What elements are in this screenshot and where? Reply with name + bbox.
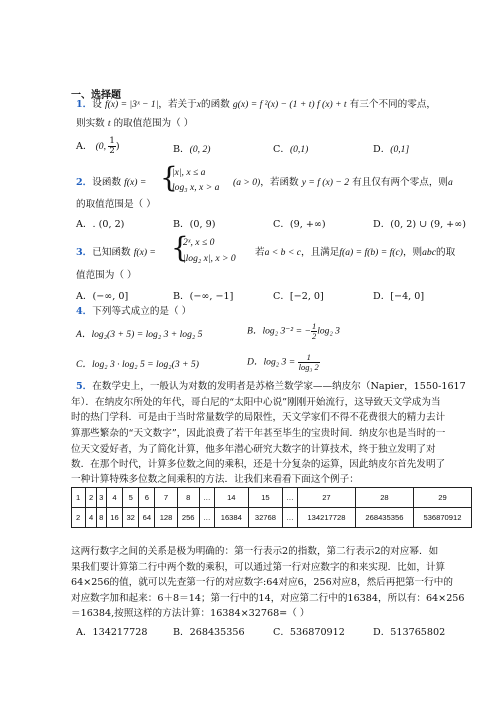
powers-table [71,487,472,528]
denominator: 2 [311,331,317,341]
q2-case-1: |x|, x ≤ a [172,167,206,178]
table-cell: 8 [96,508,106,528]
q2-option-a[interactable]: A．. (0, 2) [76,219,125,230]
q1-text: 则实数 [76,118,105,129]
q5-option-d[interactable]: D．513765802 [373,627,446,638]
table-cell: 32 [123,508,139,528]
table-cell: 7 [155,488,177,508]
q5-line-2: 年）．在纳皮尔所处的年代，哥白尼的“太阳中心说”刚刚开始流行，这导致天文学成为当 [71,397,441,408]
q3-line1-end [255,247,455,259]
q2-line1-end [233,177,453,189]
table-cell: 64 [139,508,155,528]
table-cell: 1 [72,488,86,508]
q1-option-label: C． [273,144,290,155]
q4-stem [76,306,191,318]
q2-number: 2． [76,177,93,188]
table-cell: … [199,488,214,508]
q1-option-text: (0, 2) [189,144,211,155]
table-cell: … [199,508,214,528]
q2-text: 设函数 [92,177,122,188]
table-cell: 6 [139,488,155,508]
q4-option-d[interactable] [247,353,320,372]
q1-option-text: (0,1] [390,144,410,155]
q5-option-b[interactable]: B．268435356 [173,627,245,638]
numerator: 1 [311,321,317,331]
table-cell: 3 [96,488,106,508]
q3-abc: abc [422,247,436,258]
q3-condition: a < b < c [264,247,301,258]
denominator: 2 [109,146,115,156]
table-row [72,488,472,508]
q2-option-d[interactable]: D．(0, 2) ∪ (9, +∞) [373,219,466,230]
q2-option-c[interactable]: C．(9, +∞) [273,219,326,230]
table-cell: 29 [413,488,471,508]
q1-option-label: A． [76,141,93,152]
q1-text: 设 [92,99,102,110]
q3-option-b[interactable]: B．(−∞, −1] [173,291,234,302]
q2-line2: 的取值范围是（ ） [76,199,156,210]
q5-after-line-3: 64×256的值，就可以先查第一行的对应数字:64对应6，256对应8，然后再把第一行中的 [71,577,453,588]
q1-option-text: (0,1) [289,144,309,155]
q2-line1-start [76,177,146,189]
table-cell: 268435356 [355,508,413,528]
q5-line-5: 位天文爱好者，为了简化计算，他多年潜心研究大数字的计算技术，终于独立发明了对 [71,444,436,455]
q2-text: 有且仅有两个零点，则 [352,177,449,188]
fraction [298,353,320,372]
q4-option-text: D．log₂ 3 = [247,356,296,368]
table-cell: … [282,488,297,508]
q3-fx: f(x) = [133,247,156,258]
q3-line2: 值范围为（ ） [76,270,137,281]
q3-text: 已知函数 [92,247,131,258]
q5-line-6: 数．在那个时代，计算多位数之间的乘积，还是十分复杂的运算，因此纳皮尔首先发明了 [71,459,446,470]
q1-t: t [107,118,111,129]
table-cell: 14 [214,488,248,508]
q1-g-def: g(x) = f ²(x) − (1 + t) f (x) + t [232,99,347,110]
q3-text: ，则 [402,247,423,258]
q1-line1 [76,99,436,111]
left-brace-icon: { [160,161,178,194]
q3-text: 若 [255,247,265,258]
q4-option-text: log₂ 3 [317,325,340,337]
fraction [108,137,115,156]
table-cell: 2 [72,508,86,528]
q3-line1-start [76,247,156,259]
q1-text: 有三个不同的零点， [349,99,437,110]
q1-text: 的取值范围为（ ） [113,118,194,129]
table-cell: 32768 [248,508,282,528]
denominator: log₃ 2 [298,362,319,372]
table-cell: 8 [177,488,199,508]
q1-option-text: ) [115,141,120,152]
q1-option-text: (0, [95,141,109,152]
q2-text: ，若函数 [260,177,299,188]
table-row [72,508,472,528]
q4-option-c[interactable]: C．log₂ 3 · log₂ 5 = log₂(3 + 5) [76,359,199,370]
q5-after-line-2: 果我们要计算第二行中两个数的乘积，可以通过第一行对应数字的和来实现．比如，计算 [71,562,446,573]
q2-case-2: log₃ x, x > a [172,182,220,193]
q1-option-b[interactable] [173,141,210,155]
table-cell: 16 [106,508,122,528]
q3-option-c[interactable]: C．[−2, 0] [273,291,324,302]
q5-after-line-5: ＝16384,按照这样的方法计算：16384×32768=（ ） [71,608,310,619]
table-cell: 16384 [214,508,248,528]
table-cell: 128 [155,508,177,528]
table-cell: 4 [86,508,96,528]
q4-option-b[interactable] [247,322,340,341]
q1-text: ，若关于 [158,99,197,110]
q4-option-text: B．log₂ 3⁻² = − [247,325,311,337]
q5-line-1 [76,381,466,393]
q3-text: 的取 [435,247,456,258]
q5-option-c[interactable]: C．536870912 [273,627,345,638]
table-cell: 256 [177,508,199,528]
table-cell: 536870912 [413,508,471,528]
q5-line-4: 算那些繁杂的“天文数字”，因此浪费了若干年甚至毕生的宝贵时间．纳皮尔也是当时的一 [71,428,446,439]
table-cell: 28 [355,488,413,508]
q1-option-d[interactable] [373,141,409,155]
q5-number: 5． [76,381,93,392]
table-cell: 134217728 [297,508,355,528]
q1-f-def: f(x) = |3ˣ − 1| [104,99,159,110]
q5-line-3: 时的热门学科．可是由于当时常量数学的局限性，天文学家们不得不花费很大的精力去计 [71,412,446,423]
table-cell: 4 [106,488,122,508]
q1-option-a[interactable] [76,137,120,156]
q1-number: 1． [76,99,93,110]
q1-x: x [196,99,202,110]
table-cell: … [282,508,297,528]
q4-text: 下列等式成立的是（ ） [92,306,192,317]
q4-option-a[interactable]: A．log₂(3 + 5) = log₂ 3 + log₂ 5 [76,329,203,340]
q5-line-7: 一种计算特殊多位数之间乘积的方法．让我们来看看下面这个例子： [71,474,359,485]
q2-a: a [448,177,453,188]
section-title: 一、选择题 [71,90,121,101]
q3-option-d[interactable]: D．[−4, 0] [373,291,425,302]
q4-number: 4． [76,306,93,317]
q1-option-c[interactable] [273,141,308,155]
q3-text: ，且满足 [301,247,340,258]
table-cell: 15 [248,488,282,508]
q1-option-label: B． [173,144,190,155]
q3-option-a[interactable]: A．(−∞, 0] [76,291,129,302]
numerator: 1 [109,136,115,146]
q3-case-1: 2ˣ, x ≤ 0 [183,237,215,248]
q1-text: 的函数 [201,99,230,110]
q1-option-label: D． [373,144,391,155]
q1-line2 [76,118,193,130]
q2-fx: f(x) = [124,177,147,188]
q3-number: 3． [76,247,93,258]
table-cell: 2 [86,488,96,508]
numerator: 1 [298,353,320,363]
q5-after-line-1: 这两行数字之间的关系是极为明确的：第一行表示2的指数，第二行表示2的对应幂．如 [71,546,439,557]
table-cell: 5 [123,488,139,508]
q2-y-expr: y = f (x) − 2 [301,177,350,188]
q5-after-line-4: 对应数字加和起来：6＋8＝14；第一行中的14，对应第二行中的16384，所以有：64×256 [71,593,465,604]
q5-text: 在数学史上，一般认为对数的发明者是苏格兰数学家——纳皮尔（Napier，1550-1617 [92,381,466,392]
q2-option-b[interactable]: B．(0, 9) [173,219,216,230]
table-cell: 27 [297,488,355,508]
q3-equation: f(a) = f(b) = f(c) [339,247,403,258]
q3-case-2: |log₂ x|, x > 0 [183,253,236,264]
q2-condition: (a > 0) [233,177,261,188]
q5-option-a[interactable]: A．134217728 [76,627,148,638]
left-brace-icon: { [171,231,189,264]
